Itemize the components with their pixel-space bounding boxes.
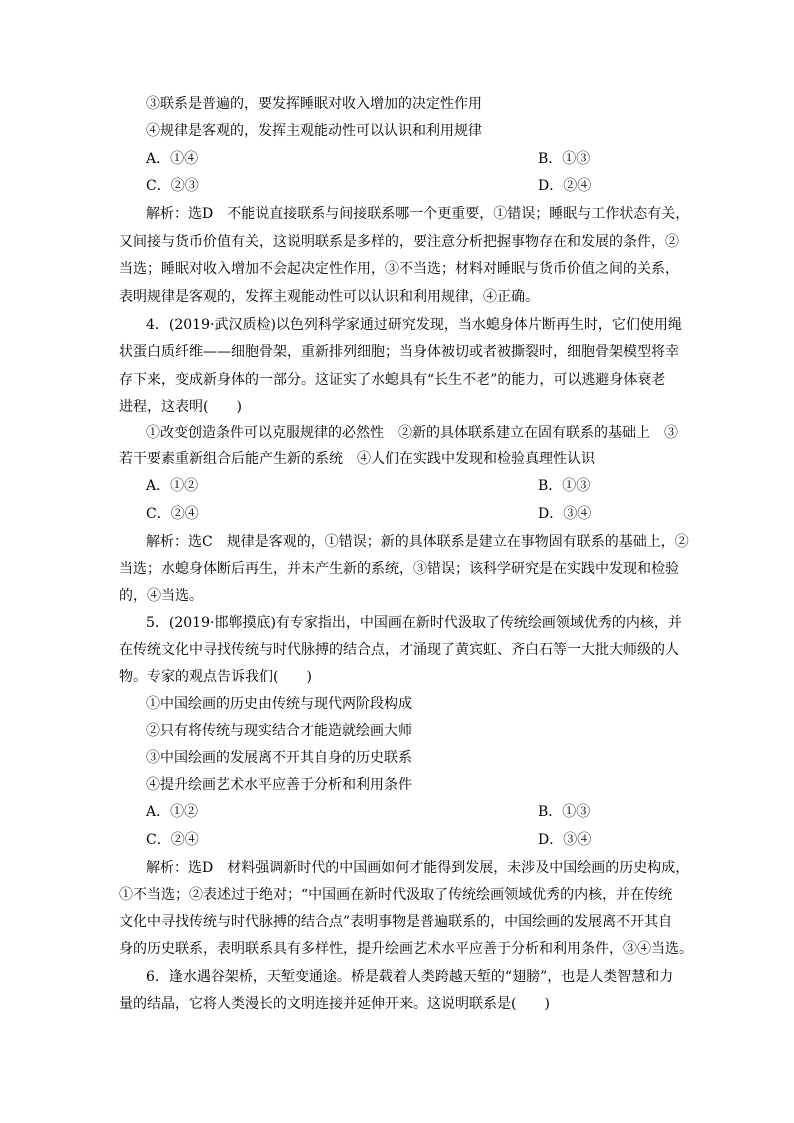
q5-analysis-line: 身的历史联系，表明联系具有多样性，提升绘画艺术水平应善于分析和利用条件，③④当选。 <box>119 941 693 957</box>
q3-analysis-line: 解析：选D 不能说直接联系与间接联系哪一个更重要，①错误；睡眠与工作状态有关， <box>146 206 690 222</box>
q5-stem-line: 5．(2019·邯郸摸底)有专家指出，中国画在新时代汲取了传统绘画领域优秀的内核，并 <box>146 615 682 631</box>
q5-stem-line: 物。专家的观点告诉我们( ) <box>119 669 312 685</box>
q3-analysis-line: 当选；睡眠对收入增加不会起决定性作用，③不当选；材料对睡眠与货币价值之间的关系， <box>119 261 679 277</box>
q4-items-line: 若干要素重新组合后能产生新的系统 ④人们在实践中发现和检验真理性认识 <box>119 451 595 467</box>
q3-option-a: A．①④ <box>146 151 199 167</box>
q3-option-row-1 <box>146 146 706 173</box>
q5-item: ①中国绘画的历史由传统与现代两阶段构成 <box>146 696 412 712</box>
q6-stem-line: 量的结晶，它将人类漫长的文明连接并延伸开来。这说明联系是( ) <box>119 996 550 1012</box>
q5-option-b: B．①③ <box>538 804 591 820</box>
q5-stem-line: 在传统文化中寻找传统与时代脉搏的结合点，才涌现了黄宾虹、齐白石等一大批大师级的人 <box>119 642 679 658</box>
q6-stem-line: 6．逢水遇谷架桥，天堑变通途。桥是载着人类跨越天堑的“翅膀”，也是人类智慧和力 <box>146 969 674 985</box>
q4-option-b: B．①③ <box>538 478 591 494</box>
q3-item-4: ④规律是客观的，发挥主观能动性可以认识和利用规律 <box>146 123 482 139</box>
q5-option-row-2 <box>146 827 706 854</box>
q5-option-c: C．②④ <box>146 832 199 848</box>
q3-option-b: B．①③ <box>538 151 591 167</box>
q3-option-c: C．②③ <box>146 178 199 194</box>
q4-option-d: D．③④ <box>538 506 592 522</box>
q3-analysis-line: 表明规律是客观的，发挥主观能动性可以认识和利用规律，④正确。 <box>119 289 539 305</box>
q4-stem-line: 进程，这表明( ) <box>119 399 242 415</box>
q5-item: ③中国绘画的发展离不开其自身的历史联系 <box>146 750 412 766</box>
q4-option-a: A．①② <box>146 478 199 494</box>
q3-item-3: ③联系是普遍的，要发挥睡眠对收入增加的决定性作用 <box>146 96 482 112</box>
q4-analysis-line: 解析：选C 规律是客观的，①错误；新的具体联系是建立在事物固有联系的基础上，② <box>146 534 689 550</box>
q5-analysis-line: 解析：选D 材料强调新时代的中国画如何才能得到发展，未涉及中国绘画的历史构成， <box>146 860 690 876</box>
q5-item: ②只有将传统与现实结合才能造就绘画大师 <box>146 723 412 739</box>
q3-option-d: D．②④ <box>538 178 592 194</box>
q4-stem-line: 存下来，变成新身体的一部分。这证实了水螅具有“长生不老”的能力，可以逃避身体衰老 <box>119 372 666 388</box>
q5-option-row-1 <box>146 799 706 826</box>
q4-stem-line: 状蛋白质纤维——细胞骨架，重新排列细胞；当身体被切或者被撕裂时，细胞骨架模型将幸 <box>119 344 679 360</box>
q4-option-row-2 <box>146 501 706 528</box>
q3-option-row-2 <box>146 173 706 200</box>
q5-analysis-line: ①不当选；②表述过于绝对；“中国画在新时代汲取了传统绘画领域优秀的内核，并在传统 <box>119 887 673 903</box>
q3-analysis-line: 又间接与货币价值有关，这说明联系是多样的，要注意分析把握事物存在和发展的条件，② <box>119 234 679 250</box>
q4-stem-line: 4．(2019·武汉质检)以色列科学家通过研究发现，当水螅身体片断再生时，它们使用绳 <box>146 317 682 333</box>
q5-analysis-line: 文化中寻找传统与时代脉搏的结合点”表明事物是普遍联系的，中国绘画的发展离不开其自 <box>119 914 673 930</box>
q4-option-c: C．②④ <box>146 506 199 522</box>
q4-analysis-line: 的，④当选。 <box>119 588 203 604</box>
q5-option-a: A．①② <box>146 804 199 820</box>
q5-item: ④提升绘画艺术水平应善于分析和利用条件 <box>146 777 412 793</box>
q5-option-d: D．③④ <box>538 832 592 848</box>
q4-items-line: ①改变创造条件可以克服规律的必然性 ②新的具体联系建立在固有联系的基础上 ③ <box>146 425 678 441</box>
q4-option-row-1 <box>146 473 706 500</box>
q4-analysis-line: 当选；水螅身体断后再生，并未产生新的系统，③错误；该科学研究是在实践中发现和检验 <box>119 561 679 577</box>
